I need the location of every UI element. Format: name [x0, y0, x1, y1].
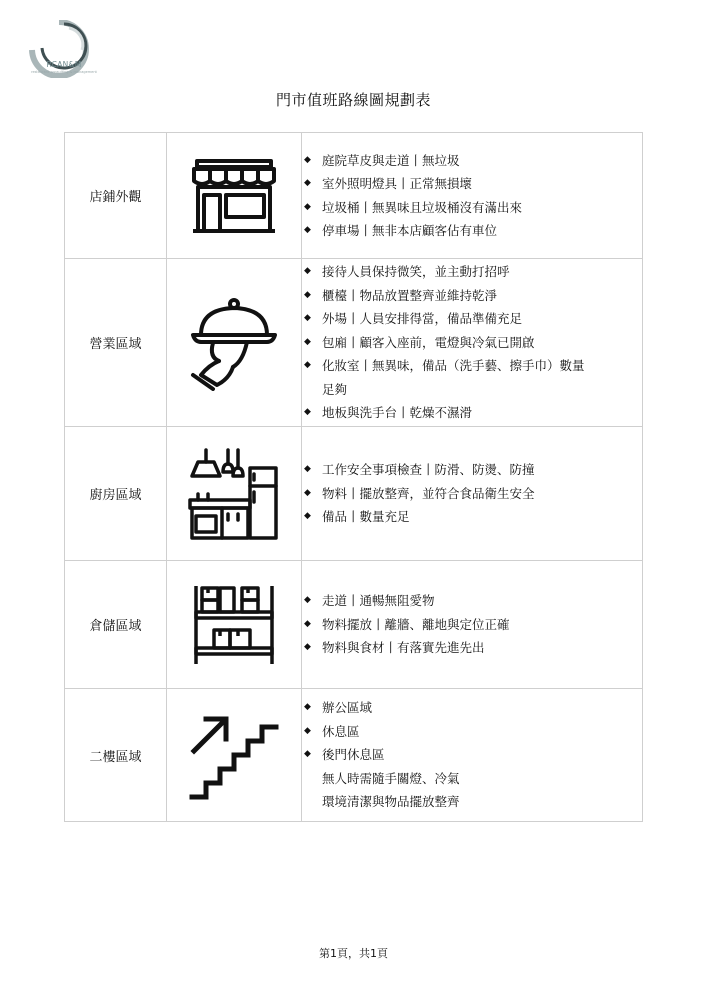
list-item: ◆ 備品丨數量充足 [302, 505, 642, 529]
diamond-bullet-icon: ◆ [304, 266, 311, 277]
duty-route-table [64, 132, 643, 822]
table-row [65, 133, 643, 259]
diamond-bullet-icon: ◆ [304, 642, 311, 653]
kitchen-icon [188, 448, 280, 540]
diamond-bullet-icon: ◆ [304, 407, 311, 418]
diamond-bullet-icon: ◆ [304, 749, 311, 760]
company-logo [24, 20, 104, 78]
page-title: 門市值班路線圖規劃表 [275, 91, 431, 109]
checklist [302, 696, 642, 814]
diamond-bullet-icon: ◆ [304, 289, 311, 300]
area-label: 店鋪外觀 [65, 133, 167, 259]
list-item: ◆ 物料擺放丨離牆、離地與定位正確 [302, 613, 642, 637]
list-item: ◆ 包廂丨顧客入座前，電燈與冷氣已開啟 [302, 331, 642, 355]
logo-tagline: restaurant consulting & management [31, 70, 97, 74]
list-item: ◆ 後門休息區 [302, 743, 642, 767]
diamond-bullet-icon: ◆ [304, 360, 311, 371]
table-row [65, 427, 643, 561]
diamond-bullet-icon: ◆ [304, 702, 311, 713]
diamond-bullet-icon: ◆ [304, 618, 311, 629]
list-item: ◆ 休息區 [302, 720, 642, 744]
list-item-continuation: 環境清潔與物品擺放整齊 [322, 794, 460, 810]
list-item: ◆ 地板與洗手台丨乾燥不濕滑 [302, 401, 642, 425]
diamond-bullet-icon: ◆ [304, 201, 311, 212]
list-item: ◆ 停車場丨無非本店顧客佔有車位 [302, 219, 642, 243]
checklist [302, 260, 642, 425]
list-item: ◆ 庭院草皮與走道丨無垃圾 [302, 149, 642, 173]
list-item-continuation: 足夠 [322, 381, 348, 397]
stairs-up-icon [188, 709, 280, 801]
checklist [302, 149, 642, 243]
serving-cloche-icon [189, 295, 279, 391]
table-row [65, 561, 643, 689]
diamond-bullet-icon: ◆ [304, 511, 311, 522]
checklist [302, 458, 642, 529]
area-label: 倉儲區域 [65, 561, 167, 689]
table-row [65, 689, 643, 822]
list-item: ◆ 物料丨擺放整齊，並符合食品衛生安全 [302, 482, 642, 506]
list-item: ◆ 垃圾桶丨無異味且垃圾桶沒有滿出來 [302, 196, 642, 220]
list-item: ◆ 走道丨通暢無阻愛物 [302, 589, 642, 613]
list-item: ◆ 辦公區域 [302, 696, 642, 720]
page-number: 第1頁，共1頁 [319, 947, 388, 960]
area-label: 廚房區域 [65, 427, 167, 561]
diamond-bullet-icon: ◆ [304, 595, 311, 606]
area-label: 二樓區域 [65, 689, 167, 822]
diamond-bullet-icon: ◆ [304, 178, 311, 188]
list-item: ◆ 工作安全事項檢查丨防滑、防燙、防撞 [302, 458, 642, 482]
list-item: ◆ 接待人員保持微笑，並主動打招呼 [302, 260, 642, 284]
list-item: ◆ 化妝室丨無異味，備品（洗手藝、擦手巾）數量 [302, 354, 642, 378]
diamond-bullet-icon: ◆ [304, 313, 311, 324]
area-label: 營業區域 [65, 259, 167, 427]
list-item: ◆ 櫃檯丨物品放置整齊並維持乾淨 [302, 284, 642, 308]
checklist [302, 589, 642, 660]
storefront-icon [189, 157, 279, 235]
list-item: ◆ 外場丨人員安排得當，備品準備充足 [302, 307, 642, 331]
list-item: ◆ 物料與食材丨有落實先進先出 [302, 636, 642, 660]
logo-wordmark: RCAN&M [46, 60, 82, 69]
diamond-bullet-icon: ◆ [304, 336, 311, 347]
list-item: ◆ 室外照明燈具丨正常無損壞 [302, 172, 642, 196]
diamond-bullet-icon: ◆ [304, 154, 311, 165]
diamond-bullet-icon: ◆ [304, 225, 311, 235]
diamond-bullet-icon: ◆ [304, 487, 311, 498]
diamond-bullet-icon: ◆ [304, 464, 311, 475]
table-row [65, 259, 643, 427]
list-item-continuation: 無人時需隨手關燈、冷氣 [322, 770, 460, 786]
diamond-bullet-icon: ◆ [304, 725, 311, 736]
warehouse-shelf-icon [192, 584, 276, 666]
